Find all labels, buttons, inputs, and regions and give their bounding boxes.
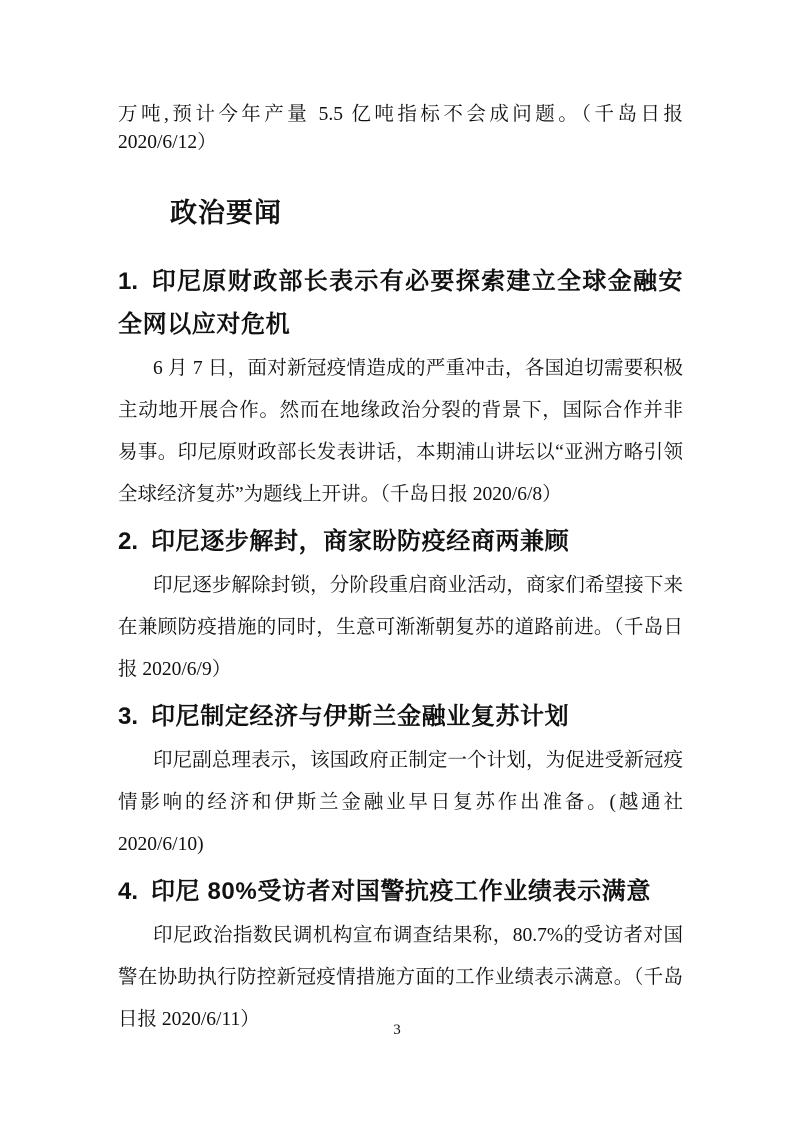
news-item-3-body: 印尼副总理表示，该国政府正制定一个计划，为促进受新冠疫情影响的经济和伊斯兰金融业早日复苏作出准备。(越通社 2020/6/10) (118, 750, 683, 855)
news-item-4-heading (118, 870, 683, 913)
news-item-1-number: 1. (118, 268, 139, 295)
news-item-3-heading (118, 695, 683, 738)
news-item-4-body: 印尼政治指数民调机构宣布调查结果称，80.7%的受访者对国警在协助执行防控新冠疫情措施方面的工作业绩表示满意。（千岛日报 2020/6/11） (118, 925, 683, 1030)
news-item-2-heading (118, 520, 683, 563)
news-item-2-body: 印尼逐步解除封锁，分阶段重启商业活动，商家们希望接下来在兼顾防疫措施的同时，生意可渐渐朝复苏的道路前进。（千岛日报 2020/6/9） (118, 575, 683, 680)
news-item-2-number: 2. (118, 528, 139, 555)
news-item-2-title: 印尼逐步解封，商家盼防疫经商两兼顾 (151, 528, 570, 555)
news-item-1-body: 6 月 7 日，面对新冠疫情造成的严重冲击，各国迫切需要积极主动地开展合作。然而在地缘政治分裂的背景下，国际合作并非易事。印尼原财政部长发表讲话，本期浦山讲坛以“亚洲方略引领全球经济复苏”为题线上开讲。（千岛日报 2020/6/8） (118, 358, 683, 505)
page-number: 3 (393, 1022, 401, 1038)
news-item-1-heading (118, 260, 683, 346)
news-item-3-number: 3. (118, 703, 139, 730)
news-item-4-title: 印尼 80%受访者对国警抗疫工作业绩表示满意 (151, 878, 651, 905)
news-item-3-title: 印尼制定经济与伊斯兰金融业复苏计划 (151, 703, 570, 730)
section-title: 政治要闻 (170, 198, 282, 228)
continuation-paragraph: 万吨,预计今年产量 5.5 亿吨指标不会成问题。（千岛日报 2020/6/12） (118, 104, 683, 153)
news-item-1-title: 印尼原财政部长表示有必要探索建立全球金融安全网以应对危机 (118, 268, 683, 338)
news-item-4-number: 4. (118, 878, 139, 905)
